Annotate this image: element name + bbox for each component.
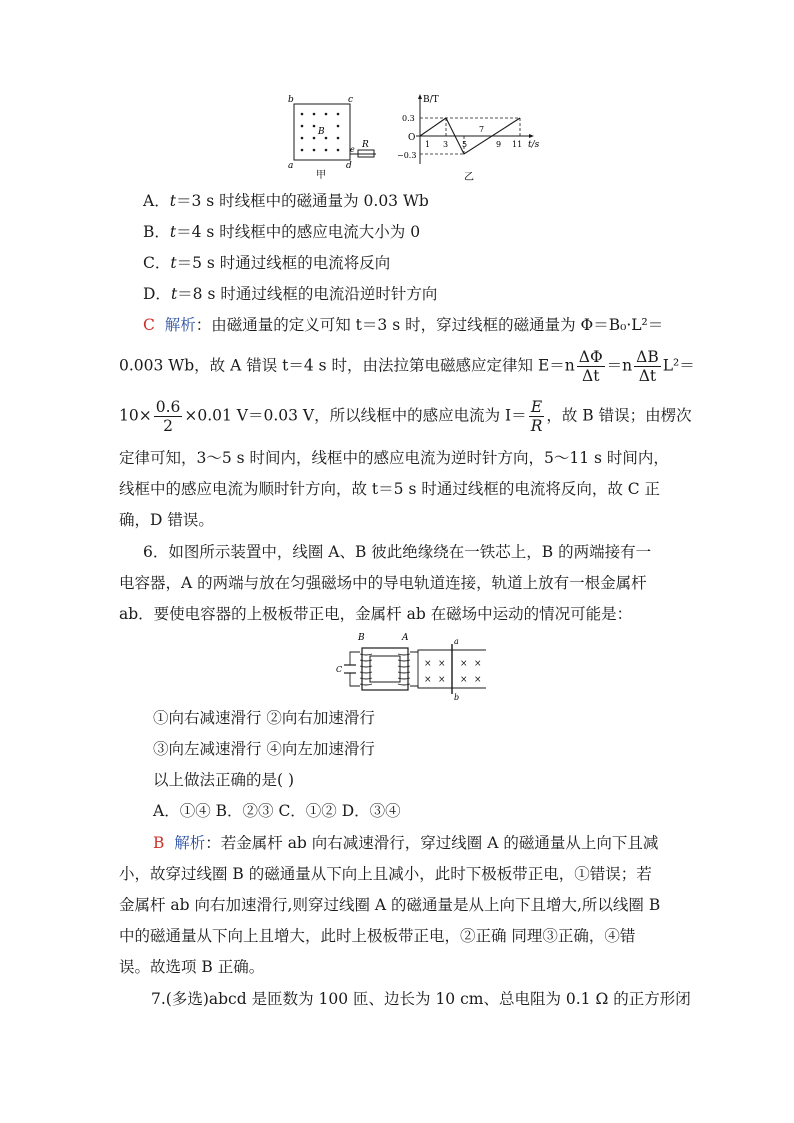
figure-1 (280, 92, 550, 182)
iron-core-outer (362, 648, 408, 690)
numerator: E (529, 398, 545, 417)
fraction-db-dt (634, 348, 661, 385)
label-R: R (362, 140, 369, 150)
x-tick-9: 9 (496, 140, 502, 149)
corner-c: c (348, 95, 354, 105)
analysis-text: ×0.01 V＝0.03 V，所以线框中的感应电流为 I＝ (184, 406, 527, 425)
option-letter: C． (143, 254, 171, 272)
q6-options (153, 800, 401, 822)
analysis-text: 10× (119, 406, 152, 425)
q6-stem-line-2 (119, 572, 647, 594)
q6-answer: B (153, 834, 165, 852)
q6-stem-line-1 (143, 541, 651, 563)
option-letter: B． (143, 223, 170, 241)
q6-prompt (153, 769, 294, 791)
var-t: t (169, 223, 177, 241)
x-tick-1: 1 (425, 140, 431, 149)
y-tick-pos: 0.3 (402, 114, 415, 123)
svg-text:×: × (460, 675, 468, 685)
stem-text: ab．要使电容器的上极板带正电，金属杆 ab 在磁场中运动的情况可能是： (119, 605, 633, 623)
option-text: ＝5 s 时通过线框的电流将反向 (176, 254, 391, 272)
stem-text: 6．如图所示装置中，线圈 A、B 彼此绝缘绕在一铁芯上，B 的两端接有一 (143, 543, 652, 561)
q5-analysis-line-4 (119, 447, 669, 469)
x-tick-7: 7 (479, 125, 485, 134)
x-tick-3: 3 (443, 140, 449, 149)
q5-analysis-line-5 (119, 478, 660, 500)
caption-yi: 乙 (464, 172, 474, 182)
numerator: ΔΦ (578, 348, 603, 366)
field-label-B: B (318, 127, 325, 137)
label-e: e (350, 145, 355, 154)
fraction-06-2 (154, 398, 183, 435)
denominator: R (530, 417, 543, 435)
analysis-text: 线框中的感应电流为顺时针方向，故 t＝5 s 时通过线框的电流将反向，故 C 正 (119, 480, 661, 498)
analysis-text: 0.003 Wb，故 A 错误 t＝4 s 时，由法拉第电磁感应定律知 E＝n (119, 356, 575, 375)
rod-end-a: a (454, 637, 459, 646)
analysis-label: 解析 (174, 834, 206, 852)
denominator: 2 (163, 417, 173, 435)
analysis-text: L²＝ (662, 356, 695, 375)
q5-option-b (143, 221, 420, 243)
analysis-text: 定律可知，3～5 s 时间内，线框中的感应电流为逆时针方向，5～11 s 时间内， (119, 449, 669, 467)
q6-stem-line-3 (119, 603, 632, 625)
options-text: A．①④ B．②③ C．①② D．③④ (153, 802, 401, 820)
q5-answer: C (143, 316, 155, 334)
denominator: Δt (582, 367, 600, 385)
analysis-text: ＝n (606, 356, 633, 375)
q6-choice-line-2 (153, 738, 375, 760)
q7-stem-line-1 (151, 988, 691, 1010)
var-t: t (170, 254, 177, 272)
stem-text: 电容器，A 的两端与放在匀强磁场中的导电轨道连接，轨道上放有一根金属杆 (119, 574, 647, 592)
y-axis-label: B/T (423, 95, 439, 105)
option-text: ＝3 s 时线框中的磁通量为 0.03 Wb (175, 192, 429, 210)
q6-analysis-line-1 (153, 832, 658, 854)
corner-d: d (346, 161, 352, 171)
svg-text:×: × (474, 659, 482, 669)
q5-option-d (143, 283, 437, 305)
q5-analysis-line-6 (119, 509, 214, 531)
option-letter: D． (143, 285, 171, 303)
analysis-text: 中的磁通量从下向上且增大，此时上极板带正电，②正确 同理③正确，④错 (119, 927, 636, 945)
numerator: 0.6 (155, 398, 181, 416)
analysis-text: ：由磁通量的定义可知 t＝3 s 时，穿过线框的磁通量为 Φ＝B₀·L²＝ (195, 316, 664, 334)
svg-text:×: × (438, 675, 446, 685)
fraction-e-r (529, 398, 545, 435)
corner-a: a (288, 161, 294, 171)
figure-transformer-circuit (336, 632, 492, 702)
stem-text: 7.(多选)abcd 是匝数为 100 匝、边长为 10 cm、总电阻为 0.1 Ω 的正方形闭 (151, 990, 691, 1008)
svg-text:×: × (438, 659, 446, 669)
iron-core-inner (370, 656, 400, 682)
q6-analysis-line-5 (119, 956, 264, 978)
q5-option-c (143, 252, 390, 274)
analysis-text: 误。故选项 B 正确。 (119, 958, 265, 976)
q5-analysis-line-1 (143, 314, 663, 336)
coil-A-label: A (402, 633, 409, 643)
svg-text:×: × (424, 659, 432, 669)
y-tick-origin: O (408, 133, 416, 143)
figure-jia (288, 95, 376, 181)
choice-text: ③向左减速滑行 ④向左加速滑行 (153, 740, 375, 758)
coil-B-label: B (358, 633, 365, 643)
analysis-text: 小，故穿过线圈 B 的磁通量从下向上且减小，此时下极板带正电，①错误；若 (119, 865, 652, 883)
var-t: t (170, 285, 178, 303)
q6-analysis-line-4 (119, 925, 635, 947)
q5-analysis-line-3 (119, 398, 692, 435)
q6-analysis-line-3 (119, 894, 660, 916)
option-text: ＝4 s 时线框中的感应电流大小为 0 (176, 223, 421, 241)
x-tick-11: 11 (512, 140, 523, 149)
q5-analysis-line-2 (119, 348, 695, 385)
var-t: t (169, 192, 176, 210)
choice-text: ①向右减速滑行 ②向右加速滑行 (153, 709, 375, 727)
rod-end-b: b (454, 693, 460, 702)
analysis-text: 确，D 错误。 (119, 511, 214, 529)
x-tick-5: 5 (462, 140, 468, 149)
analysis-text: ，故 B 错误；由楞次 (546, 406, 692, 425)
option-text: ＝8 s 时通过线框的电流沿逆时针方向 (177, 285, 438, 303)
prompt-text: 以上做法正确的是( ) (153, 771, 295, 789)
analysis-text: 金属杆 ab 向右加速滑行,则穿过线圈 A 的磁通量是从上向下且增大,所以线圈 B (119, 896, 661, 914)
option-letter: A． (143, 192, 170, 210)
capacitor-label: C (336, 665, 343, 674)
svg-text:×: × (474, 675, 482, 685)
svg-text:×: × (460, 659, 468, 669)
figure-yi (397, 94, 540, 182)
caption-jia: 甲 (316, 170, 326, 181)
numerator: ΔB (636, 348, 659, 366)
corner-b: b (288, 95, 294, 105)
denominator: Δt (638, 367, 657, 385)
x-axis-label: t/s (528, 140, 540, 150)
analysis-label: 解析 (164, 316, 196, 334)
analysis-text: ：若金属杆 ab 向右减速滑行，穿过线圈 A 的磁通量从上向下且减 (205, 834, 659, 852)
magnetic-field-crosses (424, 659, 482, 685)
fraction-dphi-dt (577, 348, 605, 385)
svg-text:×: × (424, 675, 432, 685)
q5-option-a (143, 190, 429, 212)
q6-choice-line-1 (153, 707, 375, 729)
q6-analysis-line-2 (119, 863, 652, 885)
y-tick-neg: −0.3 (397, 151, 417, 160)
